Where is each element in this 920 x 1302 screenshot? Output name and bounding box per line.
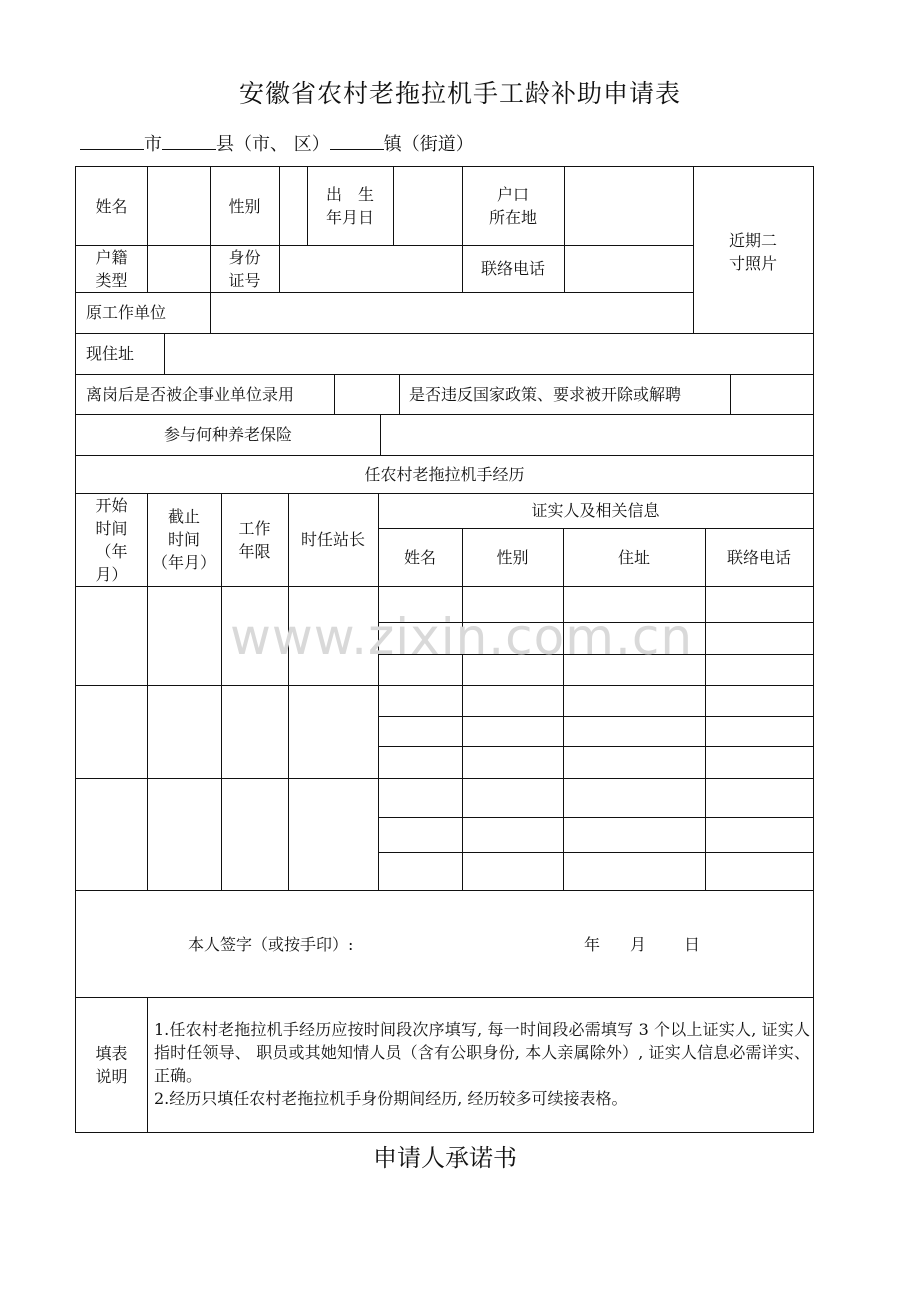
- dismissed-label: 是否违反国家政策、要求被开除或解聘: [409, 384, 682, 404]
- witness-address-header: 住址: [617, 547, 650, 567]
- grid-line: [75, 890, 814, 891]
- signature-month: 月: [629, 934, 646, 954]
- grid-line: [378, 852, 814, 853]
- town-blank[interactable]: [330, 131, 384, 150]
- grid-line: [147, 997, 148, 1133]
- end-time-header: 截止 时间 （年月）: [151, 507, 216, 572]
- birth-date-label: 出 生 年月日: [325, 185, 374, 227]
- notes-label: 填表 说明: [95, 1043, 128, 1086]
- town-label: 镇（街道）: [383, 134, 474, 155]
- grid-line: [393, 166, 394, 245]
- county-label: 县（市、 区）: [216, 134, 330, 155]
- grid-line: [75, 997, 814, 998]
- notes-text: [154, 1018, 810, 1110]
- signature-label: 本人签字（或按手印）:: [188, 934, 354, 954]
- hukou-type-label: 户籍 类型: [95, 247, 128, 290]
- witness-gender-header: 性别: [496, 547, 529, 567]
- grid-line: [279, 166, 280, 292]
- form-title: 安徽省农村老拖拉机手工龄补助申请表: [238, 79, 681, 108]
- address-label: 现住址: [86, 344, 135, 363]
- gender-label: 性别: [228, 196, 261, 216]
- watermark: www.zixin.com.cn: [230, 608, 694, 666]
- grid-line: [147, 166, 148, 292]
- hukou-location-label: 户口 所在地: [488, 185, 537, 227]
- witness-phone-header: 联络电话: [726, 547, 791, 567]
- position-header: 时任站长: [300, 530, 365, 549]
- grid-line: [210, 292, 211, 333]
- city-blank[interactable]: [80, 131, 144, 150]
- grid-line: [730, 374, 731, 414]
- signature-day: 日: [683, 934, 700, 954]
- grid-line: [378, 746, 814, 747]
- id-number-label: 身份 证号: [228, 247, 261, 290]
- region-line: [80, 130, 474, 156]
- name-label: 姓名: [95, 196, 128, 216]
- start-time-header: 开始 时间 （年 月）: [95, 495, 128, 584]
- note-line-2: 2.经历只填任农村老拖拉机手身份期间经历, 经历较多可续接表格。: [154, 1089, 628, 1108]
- signature-year: 年: [583, 934, 600, 954]
- grid-line: [164, 333, 165, 374]
- grid-line: [75, 245, 693, 246]
- witness-info-header: 证实人及相关信息: [531, 501, 660, 520]
- grid-line: [378, 716, 814, 717]
- history-section-title: 任农村老拖拉机手经历: [364, 464, 525, 484]
- note-line-1: 1.任农村老拖拉机手经历应按时间段次序填写, 每一时间段必需填写 3 个以上证实人, 证实人指时任领导、 职员或其她知情人员（含有公职身份, 本人亲属除外）, 证实人信息必需详实、 正确。: [154, 1020, 810, 1085]
- witness-name-header: 姓名: [403, 547, 436, 567]
- commitment-title: 申请人承诺书: [373, 1144, 517, 1172]
- photo-placeholder: 近期二 寸照片: [728, 231, 777, 273]
- city-label: 市: [144, 134, 162, 155]
- former-employer-label: 原工作单位: [86, 303, 167, 322]
- grid-line: [75, 586, 814, 587]
- work-years-header: 工作 年限: [238, 518, 271, 561]
- grid-line: [75, 333, 814, 334]
- grid-line: [378, 817, 814, 818]
- grid-line: [334, 374, 335, 414]
- grid-line: [380, 414, 381, 455]
- grid-line: [75, 685, 814, 686]
- insurance-label: 参与何种养老保险: [163, 425, 292, 444]
- county-blank[interactable]: [162, 131, 216, 150]
- grid-line: [75, 778, 814, 779]
- phone-label: 联络电话: [480, 259, 545, 278]
- reemployed-label: 离岗后是否被企事业单位录用: [86, 384, 295, 404]
- grid-line: [564, 166, 565, 292]
